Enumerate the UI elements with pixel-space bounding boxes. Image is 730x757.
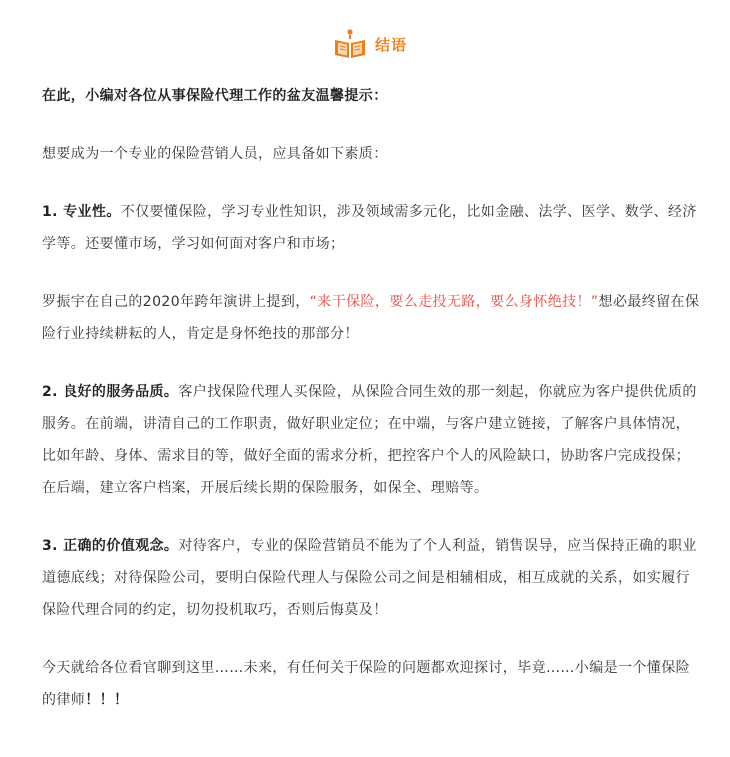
open-book-icon [333,28,367,60]
section-title: 结语 [374,35,407,54]
point-2-body: 客户找保险代理人买保险，从保险合同生效的那一刻起，你就应为客户提供优质的服务。在前端，讲清自己的工作职责，做好职业定位；在中端，与客户建立链接，了解客户具体情况，比如年龄、身体、需求目的等，做好全面的需求分析，把控客户个人的风险缺口，协助客户完成投保；在后端，建立客户档案，开展后续长期的保险服务，如保全、理赔等。 [42,384,697,496]
point-2 [42,376,702,504]
point-3-body: 对待客户，专业的保险营销员不能为了个人利益，销售误导，应当保持正确的职业道德底线；对待保险公司，要明白保险代理人与保险公司之间是相辅相成，相互成就的关系，如实履行保险代理合同的约定，切勿投机取巧，否则后悔莫及！ [42,538,697,618]
lead-text: 想要成为一个专业的保险营销人员，应具备如下素质： [42,146,388,162]
quote-highlight: “来干保险，要么走投无路，要么身怀绝技！” [309,294,599,310]
point-2-heading: 2. 良好的服务品质。 [42,384,179,400]
point-1-heading: 1. 专业性。 [42,204,121,220]
closing-emphasis: ！！！ [85,692,129,708]
point-3-heading: 3. 正确的价值观念。 [42,538,179,554]
quote-after: 想必最终留在保险行业持续耕耘的人，肯定是身怀绝技的那部分！ [42,294,700,342]
section-header [0,26,730,62]
quote-before: 罗振宇在自己的2020年跨年演讲上提到， [42,294,310,310]
point-1 [42,196,702,260]
article-body [42,80,702,742]
point-1-body: 不仅要懂保险，学习专业性知识，涉及领域需多元化，比如金融、法学、医学、数学、经济学等。还要懂市场，学习如何面对客户和市场； [42,204,697,252]
point-3 [42,530,702,626]
closing-text: 今天就给各位看官聊到这里……未来，有任何关于保险的问题都欢迎探讨，毕竟……小编是一个懂保险的律师 [42,660,690,708]
section-header-inner [333,28,407,60]
intro-text: 在此，小编对各位从事保险代理工作的盆友温馨提示： [42,88,388,104]
quote-paragraph [42,286,702,350]
closing-paragraph [42,652,702,716]
